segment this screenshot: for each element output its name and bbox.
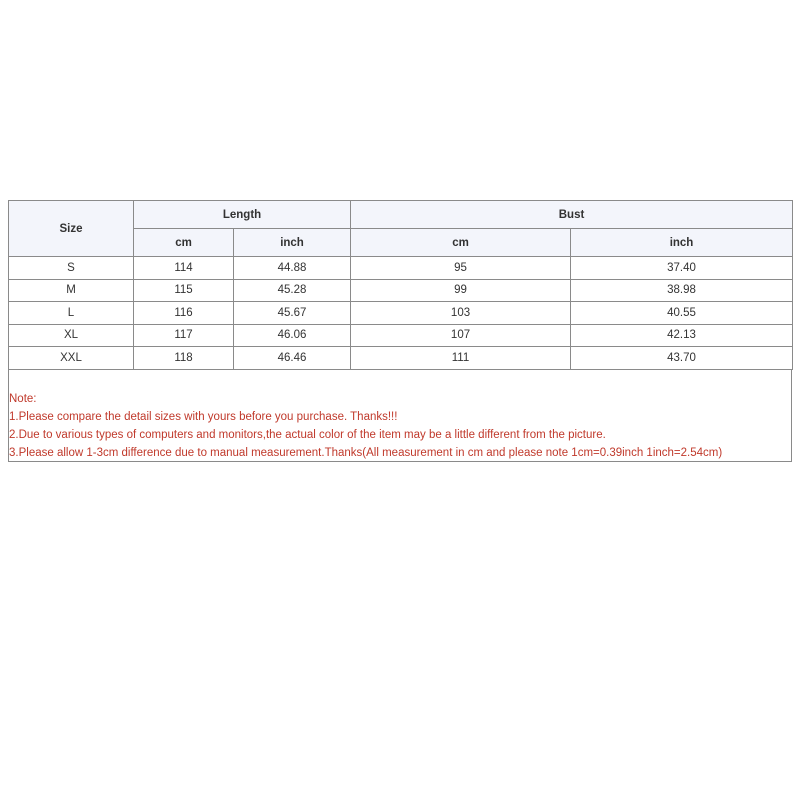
note-line: 2.Due to various types of computers and monitors,the actual color of the item may be a little different from the picture. [9, 428, 606, 441]
bust-cm-cell: 95 [351, 257, 571, 280]
size-cell: L [9, 302, 134, 325]
table-row [9, 324, 793, 347]
length-cm-cell: 114 [134, 257, 234, 280]
length-inch-cell: 45.28 [234, 279, 351, 302]
bust-inch-cell: 40.55 [571, 302, 793, 325]
bust-inch-cell: 37.40 [571, 257, 793, 280]
length-header: Length [134, 201, 351, 229]
size-cell: XXL [9, 347, 134, 370]
table-row [9, 302, 793, 325]
bust-inch-cell: 38.98 [571, 279, 793, 302]
length-cm-cell: 115 [134, 279, 234, 302]
size-cell: XL [9, 324, 134, 347]
bust-cm-cell: 107 [351, 324, 571, 347]
bust-inch-cell: 42.13 [571, 324, 793, 347]
bust-cm-cell: 99 [351, 279, 571, 302]
table-row [9, 257, 793, 280]
bust-cm-cell: 111 [351, 347, 571, 370]
length-inch-header: inch [234, 229, 351, 257]
bust-header: Bust [351, 201, 793, 229]
length-inch-cell: 46.06 [234, 324, 351, 347]
length-cm-cell: 118 [134, 347, 234, 370]
size-cell: M [9, 279, 134, 302]
length-inch-cell: 46.46 [234, 347, 351, 370]
note-line: 3.Please allow 1-3cm difference due to manual measurement.Thanks(All measurement in cm and please note 1cm=0.39inch 1inch=2.54cm) [9, 446, 723, 459]
length-inch-cell: 44.88 [234, 257, 351, 280]
length-cm-header: cm [134, 229, 234, 257]
size-chart [8, 200, 792, 462]
notes-box [8, 370, 792, 462]
bust-inch-header: inch [571, 229, 793, 257]
bust-cm-cell: 103 [351, 302, 571, 325]
note-line: 1.Please compare the detail sizes with yours before you purchase. Thanks!!! [9, 410, 398, 423]
length-inch-cell: 45.67 [234, 302, 351, 325]
bust-inch-cell: 43.70 [571, 347, 793, 370]
table-row [9, 347, 793, 370]
length-cm-cell: 117 [134, 324, 234, 347]
size-cell: S [9, 257, 134, 280]
note-title: Note: [9, 392, 37, 405]
length-cm-cell: 116 [134, 302, 234, 325]
size-header: Size [9, 201, 134, 257]
table-row [9, 279, 793, 302]
size-table [8, 200, 793, 370]
bust-cm-header: cm [351, 229, 571, 257]
